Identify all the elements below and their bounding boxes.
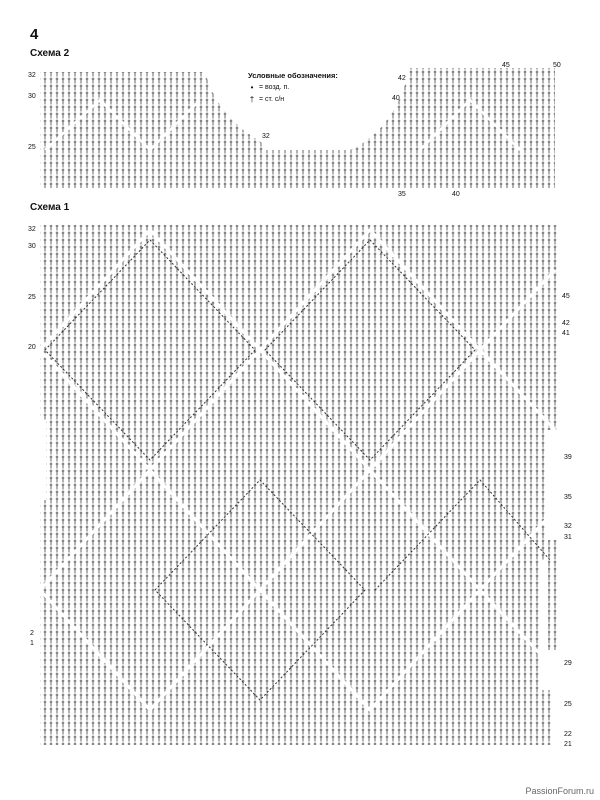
scheme2-row-label: 40 — [392, 95, 400, 102]
scheme1-row-label: 2 — [30, 630, 34, 637]
dagger-icon: † — [249, 95, 255, 104]
scheme2-left-chart — [40, 72, 265, 188]
scheme1-row-label: 42 — [562, 320, 570, 327]
scheme1-row-label: 32 — [28, 226, 36, 233]
scheme1-row-label: 29 — [564, 660, 572, 667]
scheme1-row-label: 35 — [564, 494, 572, 501]
scheme2-row-label: 32 — [262, 133, 270, 140]
scheme1-row-label: 22 — [564, 731, 572, 738]
watermark: PassionForum.ru — [525, 786, 594, 796]
scheme2-stitch-label: 40 — [452, 191, 460, 198]
scheme1-row-label: 45 — [562, 293, 570, 300]
scheme2-row-label: 30 — [28, 93, 36, 100]
scheme2-row-label: 32 — [28, 72, 36, 79]
scheme1-row-label: 32 — [564, 523, 572, 530]
legend-item-text: = ст. с/н — [259, 96, 285, 103]
scheme1-row-label: 20 — [28, 344, 36, 351]
scheme1-row-label: 31 — [564, 534, 572, 541]
scheme1-row-label: 21 — [564, 741, 572, 748]
scheme1-row-label: 25 — [564, 701, 572, 708]
scheme1-title: Схема 1 — [30, 202, 70, 213]
scheme2-stitch-label: 35 — [398, 191, 406, 198]
scheme2-stitch-label: 45 — [502, 62, 510, 69]
scheme1-row-label: 1 — [30, 640, 34, 647]
scheme2-row-label: 42 — [398, 75, 406, 82]
scheme1-row-label: 25 — [28, 294, 36, 301]
scheme1-row-label: 30 — [28, 243, 36, 250]
scheme2-row-label: 25 — [28, 144, 36, 151]
legend — [248, 70, 378, 106]
filled-dot-icon: • — [250, 83, 254, 92]
page-number: 4 — [30, 26, 39, 43]
scheme1-chart — [40, 225, 558, 745]
legend-item — [248, 94, 378, 106]
legend-title: Условные обозначения: — [248, 71, 338, 80]
scheme1-row-label: 39 — [564, 454, 572, 461]
legend-item — [248, 82, 378, 94]
scheme2-stitch-label: 50 — [553, 62, 561, 69]
legend-item-text: = возд. п. — [259, 84, 290, 91]
scheme1-row-label: 41 — [562, 330, 570, 337]
scheme2-title: Схема 2 — [30, 48, 70, 59]
